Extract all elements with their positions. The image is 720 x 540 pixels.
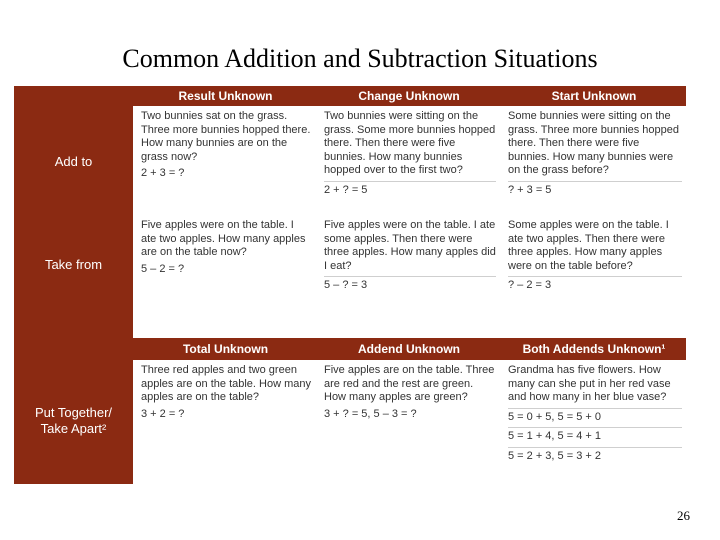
cell-text: Five apples were on the table. I ate some apples. Then there were three apples. How many apples did I eat?: [324, 219, 496, 272]
cell-equation: 3 + ? = 5, 5 – 3 = ?: [324, 407, 417, 420]
cell-text: Some apples were on the table. I ate two apples. Then there were three apples. How many apples were on the table before?: [508, 219, 669, 272]
table1-label-column: [14, 106, 133, 312]
cell-put-total-unknown: [135, 362, 316, 478]
header-both-addends-unknown: Both Addends Unknown¹: [522, 342, 666, 356]
row-label-put-together: Put Together/ Take Apart²: [34, 405, 113, 436]
cell-text: Five apples are on the table. Three are red and the rest are green. How many apples are green?: [324, 364, 495, 404]
cell-add-result-unknown: [135, 108, 316, 213]
cell-take-change-unknown: [318, 217, 500, 310]
header-start-unknown: Start Unknown: [551, 89, 637, 103]
cell-equation: 5 = 2 + 3, 5 = 3 + 2: [508, 447, 682, 464]
cell-equation: 2 + 3 = ?: [141, 167, 185, 180]
slide-title: Common Addition and Subtraction Situations: [122, 44, 598, 73]
cell-text: Some bunnies were sitting on the grass. Three more bunnies hopped there. Then there were five bunnies. How many bunnies were on the grass before?: [508, 110, 680, 177]
cell-equation: 3 + 2 = ?: [141, 407, 185, 420]
cell-equation: 2 + ? = 5: [324, 181, 496, 198]
cell-equation: ? – 2 = 3: [508, 276, 682, 293]
page-number: 26: [677, 508, 690, 523]
cell-equation: 5 – ? = 3: [324, 276, 496, 293]
header-addend-unknown: Addend Unknown: [358, 342, 460, 356]
cell-equation: 5 – 2 = ?: [141, 262, 185, 275]
cell-equation: 5 = 1 + 4, 5 = 4 + 1: [508, 427, 682, 444]
cell-text: Three red apples and two green apples are on the table. How many apples are on the table?: [141, 364, 311, 404]
cell-take-start-unknown: [502, 217, 686, 310]
header-change-unknown: Change Unknown: [358, 89, 460, 103]
cell-take-result-unknown: [135, 217, 316, 310]
cell-put-both-unknown: [502, 362, 686, 478]
cell-text: Five apples were on the table. I ate two apples. How many apples are on the table now?: [141, 219, 306, 259]
cell-equation: 5 = 0 + 5, 5 = 5 + 0: [508, 408, 682, 425]
cell-text: Two bunnies were sitting on the grass. Some more bunnies hopped there. Then there were five bunnies. How many bunnies hopped over to the first two?: [324, 110, 496, 177]
cell-text: Two bunnies sat on the grass. Three more bunnies hopped there. How many bunnies are on the grass now?: [141, 110, 311, 163]
header-total-unknown: Total Unknown: [182, 342, 269, 356]
cell-text: Grandma has five flowers. How many can she put in her red vase and how many in her blue vase?: [508, 364, 671, 404]
row-label-take-from: Take from: [44, 257, 103, 272]
table-divider-column: [14, 312, 133, 338]
row-label-add-to: Add to: [54, 154, 93, 169]
cell-equation: ? + 3 = 5: [508, 181, 682, 198]
header-result-unknown: Result Unknown: [178, 89, 273, 103]
cell-add-change-unknown: [318, 108, 500, 213]
cell-add-start-unknown: [502, 108, 686, 213]
cell-put-addend-unknown: [318, 362, 500, 478]
